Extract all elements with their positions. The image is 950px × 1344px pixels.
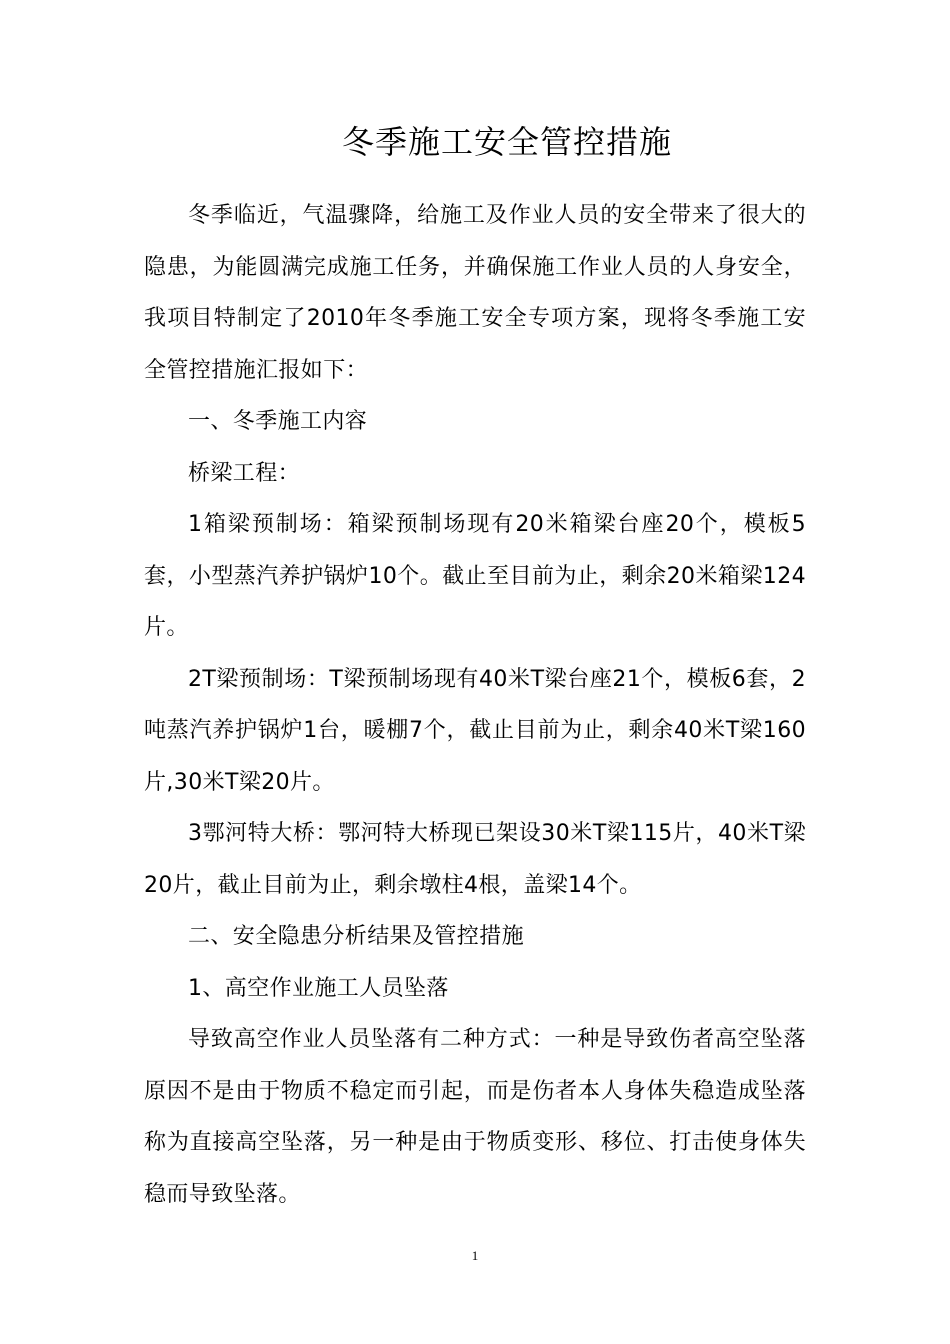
subheading-bridge-engineering: 桥梁工程： [188, 460, 301, 486]
paragraph-fall-causes: 导致高空作业人员坠落有二种方式：一种是导致伤者高空坠落原因不是由于物质不稳定而引起，而是伤者本人身体失稳造成坠落称为直接高空坠落，另一种是由于物质变形、移位、打击使身体失稳而导致坠落。 [144, 1027, 806, 1207]
paragraph-intro: 冬季临近，气温骤降，给施工及作业人员的安全带来了很大的隐患，为能圆满完成施工任务，并确保施工作业人员的人身安全，我项目特制定了2010年冬季施工安全专项方案，现将冬季施工安全管控措施汇报如下： [144, 203, 806, 383]
paragraph-ehe-bridge: 3鄂河特大桥：鄂河特大桥现已架设30米T梁115片，40米T梁20片，截止目前为止，剩余墩柱4根，盖梁14个。 [144, 821, 806, 898]
document-body [144, 190, 806, 1220]
page-number: 1 [471, 1248, 479, 1263]
document-title: 冬季施工安全管控措施 [341, 123, 672, 161]
subheading-fall-from-height: 1、高空作业施工人员坠落 [188, 975, 449, 1001]
heading-section-2: 二、安全隐患分析结果及管控措施 [188, 924, 525, 949]
paragraph-box-girder-yard: 1箱梁预制场：箱梁预制场现有20米箱梁台座20个，模板5套，小型蒸汽养护锅炉10个。截止至目前为止，剩余20米箱梁124片。 [144, 512, 806, 640]
paragraph-t-beam-yard: 2T梁预制场：T梁预制场现有40米T梁台座21个，模板6套，2吨蒸汽养护锅炉1台，暖棚7个，截止目前为止，剩余40米T梁160片,30米T梁20片。 [144, 666, 806, 795]
heading-section-1: 一、冬季施工内容 [188, 409, 368, 434]
